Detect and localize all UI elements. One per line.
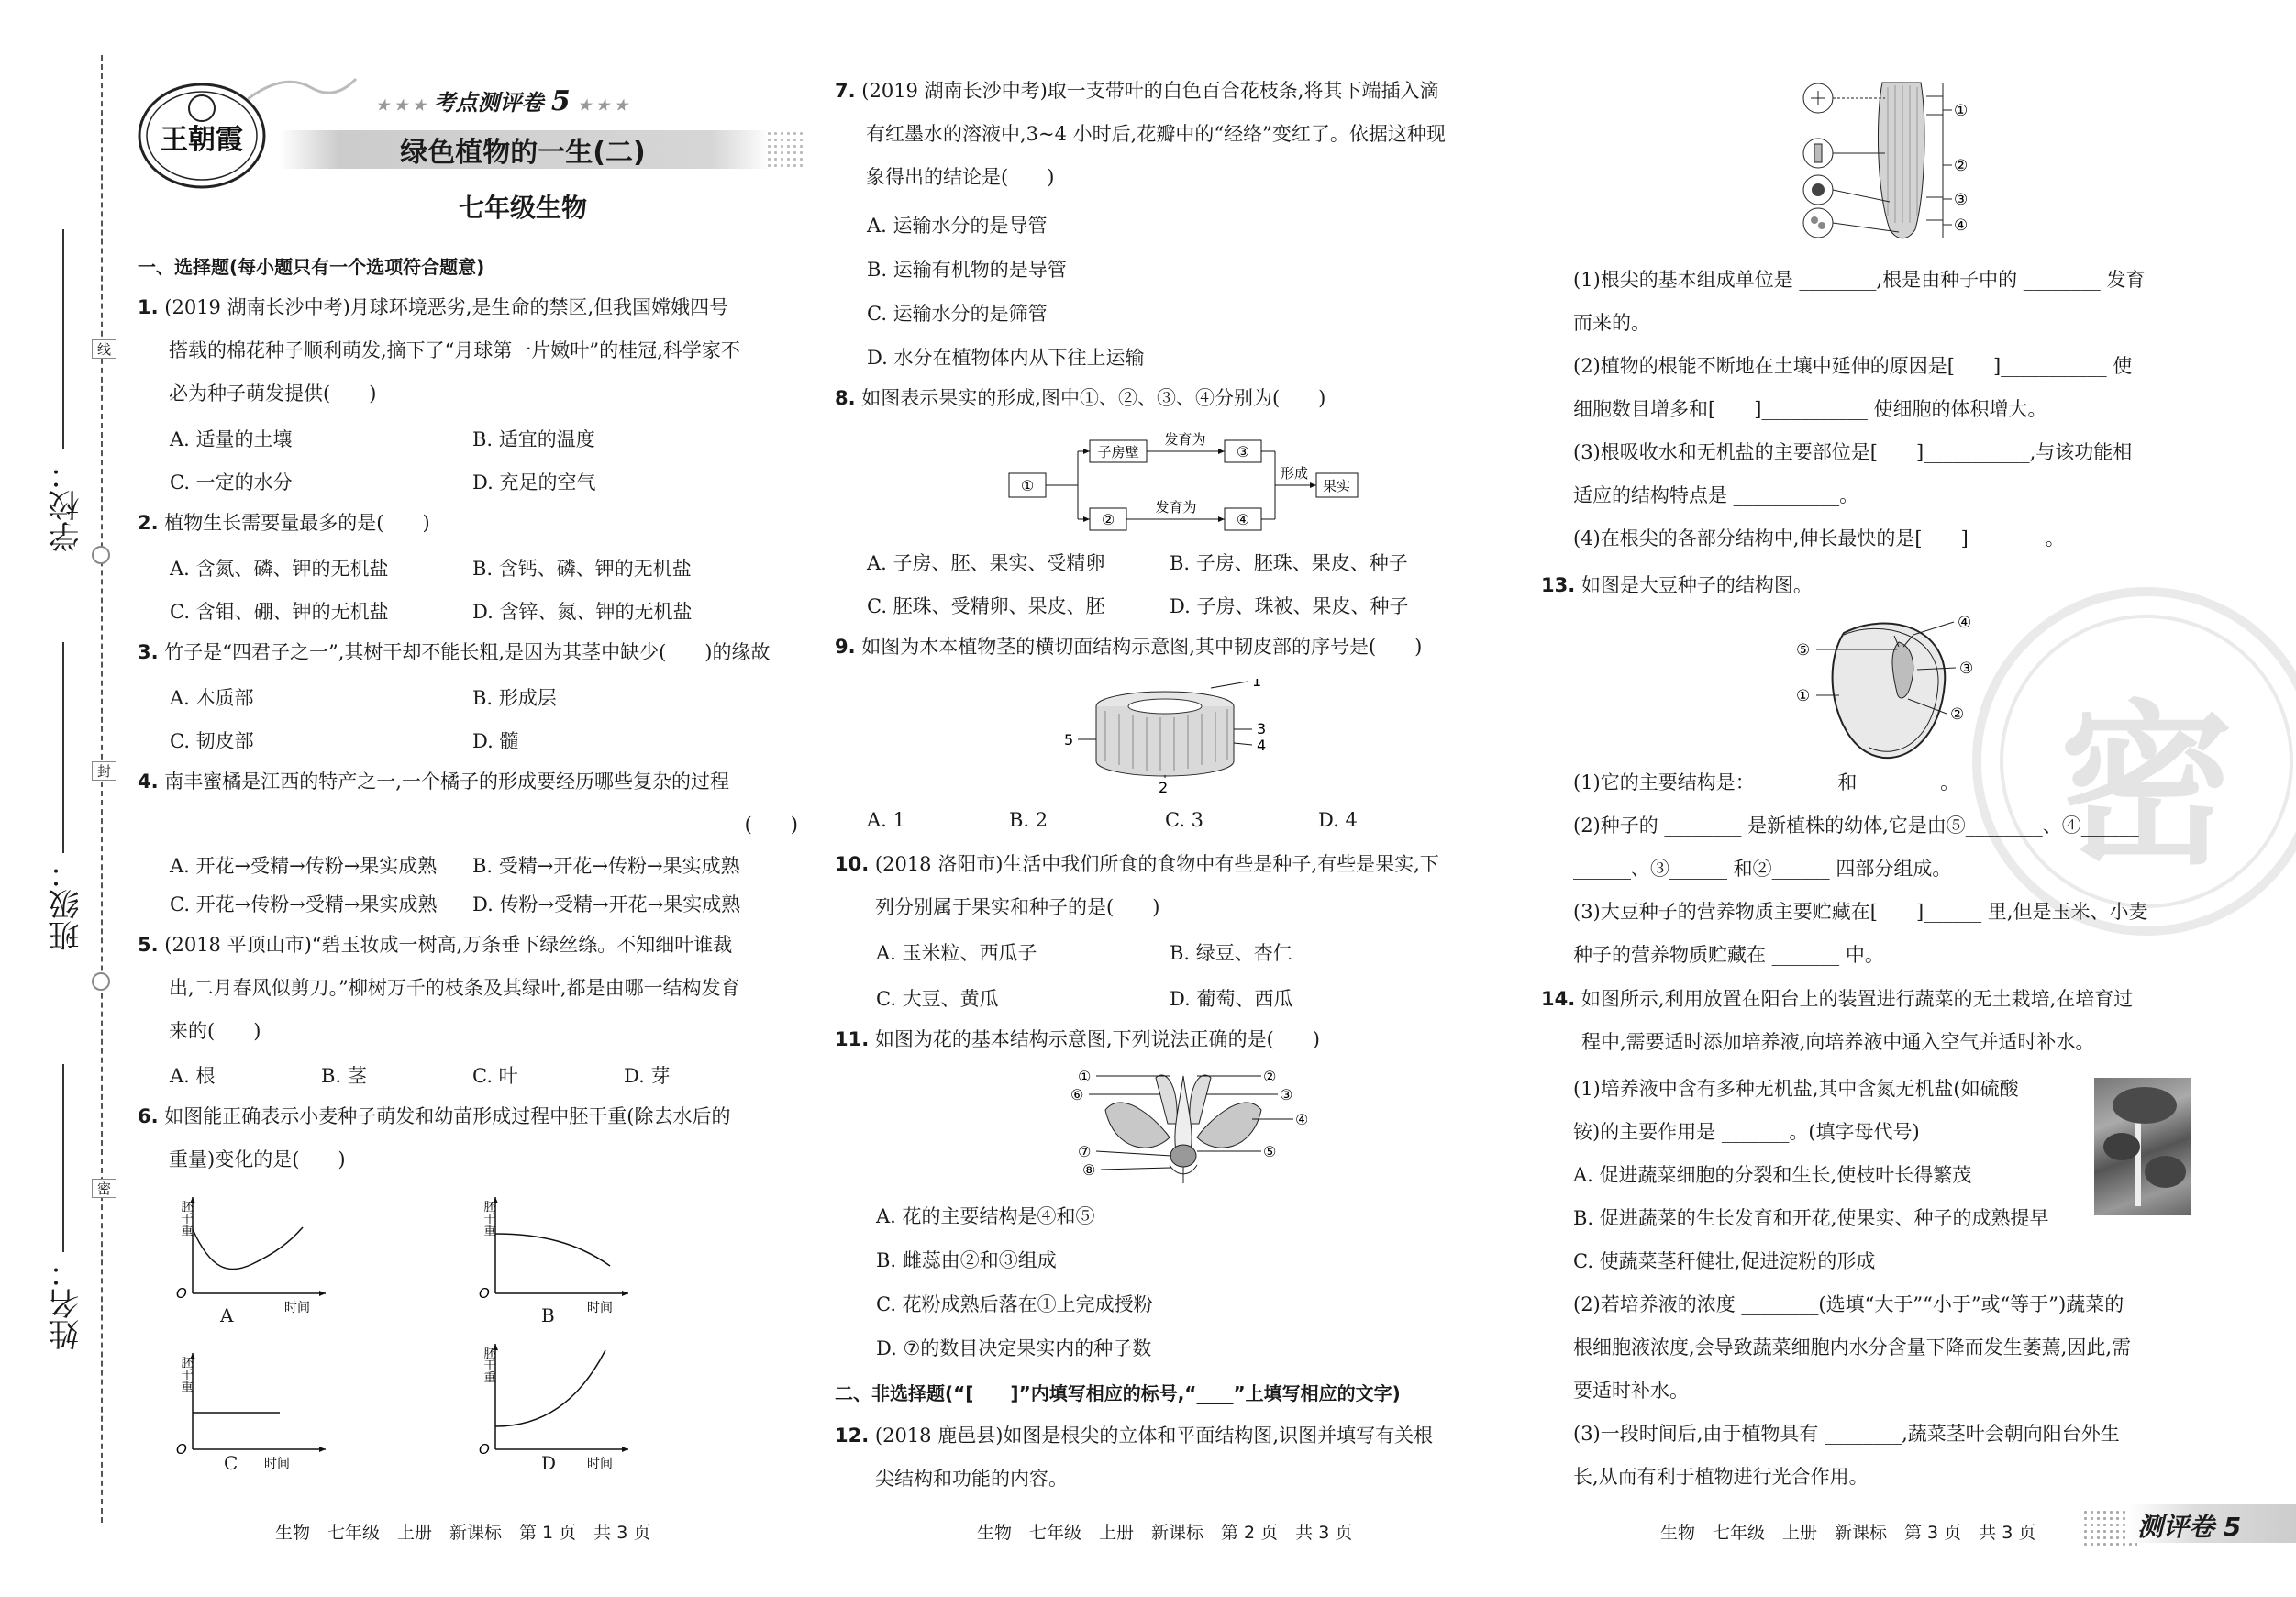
part-label-4: ④	[1958, 615, 1972, 632]
diagram-arrow-label: 发育为	[1155, 499, 1197, 516]
diagram-arrow-label: 形成	[1280, 465, 1309, 482]
diagram-node-ovary-wall: 子房壁	[1097, 444, 1139, 460]
axis-label-y: 胚干重	[178, 1200, 193, 1237]
option-c[interactable]: C. 花粉成熟后落在①上完成授粉	[876, 1293, 1153, 1315]
option-a[interactable]: A. 适量的土壤	[170, 428, 293, 450]
question-1	[138, 286, 798, 416]
question-2	[138, 502, 798, 545]
class-label: 班级：	[49, 858, 85, 951]
seal-marker-feng: 封	[92, 761, 116, 781]
part-label-5: 5	[1064, 731, 1074, 749]
question-number: 4.	[138, 771, 159, 793]
footer-page-3: 生物 七年级 上册 新课标 第 3 页 共 3 页	[1660, 1523, 2036, 1543]
axis-label-x: 时间	[264, 1457, 290, 1471]
graph-option-a[interactable]	[165, 1192, 349, 1330]
option-d[interactable]: D. 葡萄、西瓜	[1170, 988, 1293, 1010]
section-heading-choice: 一、选择题(每小题只有一个选项符合题意)	[138, 256, 485, 278]
option-b[interactable]: B. 子房、胚珠、果皮、种子	[1170, 552, 1408, 574]
header-ribbon-decoration	[248, 72, 358, 108]
question-text-line: 搭载的棉花种子顺利萌发,摘下了“月球第一片嫩叶”的桂冠,科学家不	[169, 339, 740, 361]
question-14-parts	[1573, 1068, 2197, 1499]
diagram-node-3: ③	[1236, 443, 1250, 460]
diagram-node-1: ①	[1020, 477, 1035, 494]
school-field[interactable]	[62, 229, 64, 449]
answer-line[interactable]: (1)它的主要结构是：________ 和 ________。	[1573, 771, 1960, 793]
name-label: 姓名：	[49, 1257, 85, 1350]
option-d[interactable]: D. ⑦的数目决定果实内的种子数	[876, 1337, 1152, 1359]
part-label-1: ①	[1078, 1069, 1092, 1085]
section-heading-open: 二、非选择题(“[ ]”内填写相应的标号,“____”上填写相应的文字)	[835, 1382, 1401, 1404]
diagram-node-4: ④	[1236, 511, 1250, 528]
series-banner	[376, 84, 627, 117]
option-a[interactable]: A. 玉米粒、西瓜子	[876, 942, 1037, 964]
option-c[interactable]: C. 运输水分的是筛管	[867, 303, 1048, 325]
graph-curve	[495, 1234, 610, 1266]
question-5	[138, 924, 798, 1053]
page-subtitle: 七年级生物	[458, 193, 587, 223]
question-text-line: 如图表示果实的形成,图中①、②、③、④分别为( )	[861, 387, 1326, 409]
part-label-8: ⑧	[1082, 1161, 1096, 1179]
part-label-1: 1	[1252, 679, 1262, 690]
axis-label-x: 时间	[284, 1301, 310, 1315]
option-a[interactable]: A. 运输水分的是导管	[867, 215, 1048, 237]
question-number: 13.	[1541, 574, 1576, 596]
question-number: 10.	[835, 853, 870, 875]
question-text-line: 象得出的结论是( )	[866, 166, 1055, 188]
question-number: 9.	[835, 636, 856, 658]
option-b[interactable]: B. 2	[1009, 809, 1048, 831]
option-c[interactable]: C. 3	[1165, 809, 1204, 831]
option-c[interactable]: C. 一定的水分	[170, 471, 293, 494]
flower-structure-diagram	[1069, 1069, 1307, 1183]
question-text-line: (2018 平顶山市)“碧玉妆成一树高,万条垂下绿丝绦。不知细叶谁裁	[164, 934, 733, 956]
question-text-line: 要适时补水。	[1573, 1380, 1689, 1402]
question-14	[1541, 978, 2202, 1064]
question-8	[835, 377, 1495, 420]
question-number: 2.	[138, 512, 159, 534]
option-d[interactable]: D. 水分在植物体内从下往上运输	[867, 347, 1145, 369]
graph-curve	[495, 1350, 605, 1426]
class-field[interactable]	[62, 642, 64, 853]
graph-option-d[interactable]	[468, 1339, 651, 1486]
question-13-parts	[1573, 761, 2197, 977]
footer-page-2: 生物 七年级 上册 新课标 第 2 页 共 3 页	[977, 1523, 1353, 1543]
axis-label-y: 胚干重	[178, 1356, 193, 1392]
question-text-line: 如图为木本植物茎的横切面结构示意图,其中韧皮部的序号是( )	[861, 636, 1423, 658]
question-number: 3.	[138, 641, 159, 663]
gutter-ornament-icon	[92, 546, 110, 564]
graph-label-d: D	[541, 1452, 557, 1474]
option-b[interactable]: B. 茎	[321, 1065, 367, 1087]
answer-line[interactable]: (2)植物的根能不断地在土壤中延伸的原因是[ ]___________ 使	[1573, 355, 2133, 377]
answer-line[interactable]: 种子的营养物质贮藏在 _______ 中。	[1573, 944, 1884, 966]
option-a[interactable]: A. 根	[170, 1065, 216, 1087]
question-11	[835, 1018, 1495, 1061]
school-label: 学校：	[49, 459, 85, 552]
option-c[interactable]: C. 叶	[472, 1065, 518, 1087]
axis-label-x: 时间	[587, 1301, 613, 1315]
question-text-line: 如图是大豆种子的结构图。	[1581, 574, 1813, 596]
part-label-4: 4	[1257, 737, 1267, 754]
answer-line[interactable]: (3)大豆种子的营养物质主要贮藏在[ ]______ 里,但是玉米、小麦	[1573, 901, 2148, 923]
question-text-line: 根细胞液浓度,会导致蔬菜细胞内水分含量下降而发生萎蔫,因此,需	[1573, 1336, 2132, 1359]
answer-line[interactable]: (3)根吸收水和无机盐的主要部位是[ ]___________,与该功能相	[1573, 441, 2133, 463]
stamp-text: 密	[2058, 685, 2234, 888]
answer-line[interactable]: (3)一段时间后,由于植物具有 ________,蔬菜茎叶会朝向阳台外生	[1573, 1423, 2120, 1445]
option-c[interactable]: C. 韧皮部	[170, 730, 254, 752]
graph-label-c: C	[224, 1452, 238, 1474]
part-label-1: ①	[1954, 102, 1969, 120]
part-label-2: 2	[1159, 779, 1169, 793]
option-d[interactable]: D. 含锌、氮、钾的无机盐	[472, 601, 693, 623]
option-a[interactable]: A. 含氮、磷、钾的无机盐	[170, 558, 389, 580]
option-b[interactable]: B. 形成层	[472, 687, 557, 709]
question-4	[138, 760, 798, 847]
diagram-node-fruit: 果实	[1322, 478, 1351, 494]
question-text-line: (1)培养液中含有多种无机盐,其中含氮无机盐(如硫酸	[1573, 1078, 2019, 1100]
question-13	[1541, 564, 2202, 607]
option-a[interactable]: A. 木质部	[170, 687, 254, 709]
origin-label: O	[479, 1441, 490, 1458]
part-label-2: ②	[1954, 157, 1969, 175]
option-a[interactable]: A. 花的主要结构是④和⑤	[876, 1205, 1095, 1227]
question-6	[138, 1095, 798, 1181]
part-label-2: ②	[1950, 705, 1965, 724]
answer-line[interactable]: (1)根尖的基本组成单位是 ________,根是由种子中的 ________ 发育	[1573, 269, 2146, 291]
question-text-line: 重量)变化的是( )	[169, 1148, 346, 1170]
part-label-4: ④	[1295, 1111, 1307, 1128]
question-12	[835, 1414, 1495, 1501]
option-d[interactable]: D. 芽	[624, 1065, 671, 1087]
option-c[interactable]: C. 开花→传粉→受精→果实成熟	[170, 893, 438, 915]
question-number: 6.	[138, 1105, 159, 1127]
star-icon: ★ ★ ★	[578, 96, 628, 114]
option-a[interactable]: A. 1	[867, 809, 905, 831]
question-text-line: 来的( )	[169, 1020, 261, 1042]
question-text-line: (2018 鹿邑县)如图是根尖的立体和平面结构图,识图并填写有关根	[874, 1425, 1434, 1447]
option-b[interactable]: B. 运输有机物的是导管	[867, 259, 1067, 281]
option-a[interactable]: A. 子房、胚、果实、受精卵	[867, 552, 1105, 574]
footer-badge-text: 测评卷 5	[2137, 1512, 2242, 1542]
option-b[interactable]: B. 适宜的温度	[472, 428, 595, 450]
option-a[interactable]: A. 促进蔬菜细胞的分裂和生长,使枝叶长得繁茂	[1573, 1164, 1972, 1186]
stem-cross-section-diagram	[1064, 679, 1275, 793]
axis-label-y: 胚干重	[481, 1347, 495, 1383]
graph-option-b[interactable]	[468, 1192, 651, 1330]
part-label-5: ⑤	[1796, 641, 1811, 660]
answer-line[interactable]: ______、③______ 和②______ 四部分组成。	[1573, 858, 1952, 880]
axis-label-y: 胚干重	[481, 1200, 495, 1237]
question-text-line: 程中,需要适时添加培养液,向培养液中通入空气并适时补水。	[1581, 1031, 2095, 1053]
answer-line[interactable]: (4)在根尖的各部分结构中,伸长最快的是[ ]________。	[1573, 527, 2065, 549]
gutter-ornament-icon	[92, 972, 110, 991]
seal-marker-mi: 密	[92, 1179, 116, 1198]
part-label-5: ⑤	[1263, 1143, 1277, 1160]
option-b[interactable]: B. 含钙、磷、钾的无机盐	[472, 558, 692, 580]
option-b[interactable]: B. 受精→开花→传粉→果实成熟	[472, 855, 740, 877]
graph-label-a: A	[220, 1304, 234, 1326]
option-b[interactable]: B. 雌蕊由②和③组成	[876, 1249, 1057, 1271]
option-d[interactable]: D. 4	[1318, 809, 1358, 831]
option-d[interactable]: D. 子房、珠被、果皮、种子	[1170, 595, 1409, 617]
option-c[interactable]: C. 含钼、硼、钾的无机盐	[170, 601, 389, 623]
part-label-4: ④	[1954, 216, 1969, 235]
question-7	[835, 70, 1495, 199]
question-10	[835, 843, 1495, 929]
question-number: 8.	[835, 387, 856, 409]
series-label: 考点测评卷	[433, 89, 544, 116]
answer-line[interactable]: 细胞数目增多和[ ]___________ 使细胞的体积增大。	[1573, 398, 2047, 420]
question-12-parts	[1573, 259, 2197, 560]
question-number: 1.	[138, 296, 159, 318]
question-3	[138, 631, 798, 674]
question-text-line: 出,二月春风似剪刀。”柳树万千的枝条及其绿叶,都是由哪一结构发育	[169, 977, 740, 999]
option-b[interactable]: B. 促进蔬菜的生长发育和开花,使果实、种子的成熟提早	[1573, 1207, 2049, 1229]
question-text-line: 尖结构和功能的内容。	[875, 1468, 1068, 1490]
part-label-7: ⑦	[1078, 1143, 1092, 1160]
question-number: 11.	[835, 1028, 870, 1050]
part-label-3: 3	[1257, 720, 1267, 738]
brand-logo-text: 王朝霞	[161, 124, 243, 156]
question-number: 5.	[138, 934, 159, 956]
part-label-3: ③	[1280, 1086, 1293, 1103]
answer-line[interactable]: 铵)的主要作用是 _______。(填字母代号)	[1573, 1121, 1920, 1143]
option-d[interactable]: D. 髓	[472, 730, 519, 752]
axis-label-x: 时间	[587, 1457, 613, 1471]
question-text-line: 南丰蜜橘是江西的特产之一,一个橘子的形成要经历哪些复杂的过程	[164, 771, 729, 793]
option-c[interactable]: C. 胚珠、受精卵、果皮、胚	[867, 595, 1105, 617]
question-text-line: 有红墨水的溶液中,3~4 小时后,花瓣中的“经络”变红了。依据这种现	[866, 123, 1446, 145]
fruit-formation-diagram	[1004, 431, 1371, 537]
part-label-3: ③	[1954, 191, 1969, 209]
option-c[interactable]: C. 使蔬菜茎秆健壮,促进淀粉的形成	[1573, 1250, 1876, 1272]
name-field[interactable]	[62, 1064, 64, 1252]
title-band-pattern	[766, 130, 803, 169]
root-tip-diagram	[1798, 78, 2000, 248]
option-d[interactable]: D. 充足的空气	[472, 471, 596, 494]
question-text-line: (2018 洛阳市)生活中我们所食的食物中有些是种子,有些是果实,下	[874, 853, 1439, 875]
question-text-line: 列分别属于果实和种子的是( )	[875, 896, 1160, 918]
question-number: 12.	[835, 1425, 870, 1447]
origin-label: O	[176, 1285, 187, 1302]
question-number: 7.	[835, 80, 856, 102]
question-text-line: (2019 湖南长沙中考)月球环境恶劣,是生命的禁区,但我国嫦娥四号	[164, 296, 729, 318]
question-text-line: 如图为花的基本结构示意图,下列说法正确的是( )	[874, 1028, 1320, 1050]
page-title: 绿色植物的一生(二)	[400, 137, 646, 169]
question-text-line: 长,从而有利于植物进行光合作用。	[1573, 1466, 1869, 1488]
diagram-node-2: ②	[1101, 511, 1115, 528]
footer-page-1: 生物 七年级 上册 新课标 第 1 页 共 3 页	[275, 1523, 651, 1543]
series-number: 5	[550, 85, 571, 117]
option-d[interactable]: D. 传粉→受精→开花→果实成熟	[472, 893, 741, 915]
question-text-line: 必为种子萌发提供( )	[169, 383, 377, 405]
part-label-6: ⑥	[1070, 1086, 1084, 1103]
origin-label: O	[479, 1285, 490, 1302]
graph-curve	[193, 1227, 303, 1270]
part-label-1: ①	[1796, 687, 1811, 705]
question-number: 14.	[1541, 988, 1576, 1010]
seal-marker-xian: 线	[92, 339, 116, 359]
answer-line[interactable]: 适应的结构特点是 ___________。	[1573, 484, 1859, 506]
answer-paren: ( )	[744, 814, 798, 836]
question-text-line: 如图能正确表示小麦种子萌发和幼苗形成过程中胚干重(除去水后的	[164, 1105, 731, 1127]
answer-line[interactable]: (2)若培养液的浓度 ________(选填“大于”“小于”或“等于”)蔬菜的	[1573, 1293, 2124, 1315]
question-text-line: 如图所示,利用放置在阳台上的装置进行蔬菜的无土栽培,在培育过	[1581, 988, 2134, 1010]
question-text-line: 而来的。	[1573, 312, 1650, 334]
gutter-dashed-line	[101, 55, 103, 1523]
part-label-3: ③	[1959, 660, 1974, 678]
answer-line[interactable]: (2)种子的 ________ 是新植株的幼体,它是由⑤________、④______	[1573, 815, 2139, 837]
origin-label: O	[176, 1441, 187, 1458]
graph-label-b: B	[541, 1304, 555, 1326]
graph-option-c[interactable]	[165, 1348, 349, 1486]
diagram-arrow-label: 发育为	[1164, 431, 1206, 448]
question-9	[835, 626, 1495, 669]
question-text-line: 植物生长需要量最多的是( )	[164, 512, 430, 534]
part-label-2: ②	[1263, 1069, 1277, 1085]
option-c[interactable]: C. 大豆、黄瓜	[876, 988, 999, 1010]
option-a[interactable]: A. 开花→受精→传粉→果实成熟	[170, 855, 438, 877]
soybean-seed-diagram	[1789, 615, 1991, 766]
star-icon: ★ ★ ★	[376, 96, 427, 114]
question-text-line: 竹子是“四君子之一”,其树干却不能长粗,是因为其茎中缺少( )的缘故	[164, 641, 771, 663]
question-text-line: (2019 湖南长沙中考)取一支带叶的白色百合花枝条,将其下端插入滴	[861, 80, 1439, 102]
option-b[interactable]: B. 绿豆、杏仁	[1170, 942, 1292, 964]
